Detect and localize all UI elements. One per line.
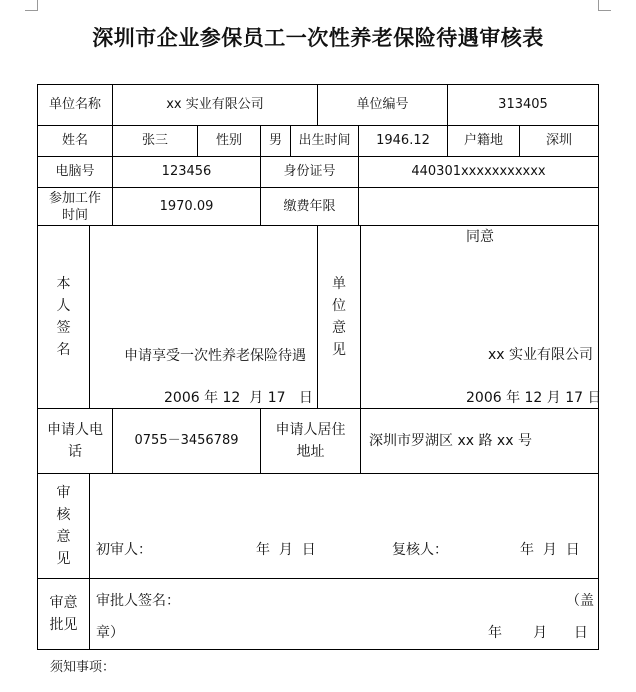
name-label: 姓名 — [37, 125, 113, 157]
self-sign-area[interactable] — [89, 225, 318, 409]
pay-years-label: 缴费年限 — [260, 187, 359, 226]
unit-opinion-area[interactable] — [360, 225, 599, 409]
applicant-address-label: 申请人居住地址 — [260, 408, 361, 474]
id-value[interactable]: 440301xxxxxxxxxxx — [358, 156, 599, 188]
unit-no-value[interactable]: 313405 — [447, 84, 599, 126]
hukou-value[interactable]: 深圳 — [519, 125, 599, 157]
computer-no-label: 电脑号 — [37, 156, 113, 188]
crop-mark-top-right — [598, 0, 611, 11]
work-start-value[interactable]: 1970.09 — [112, 187, 261, 226]
seal-note-close: 章） — [96, 625, 124, 641]
birth-value[interactable]: 1946.12 — [358, 125, 448, 157]
approval-date: 年 月 日 — [488, 625, 588, 641]
self-sign-label — [37, 225, 90, 409]
review-area[interactable] — [89, 473, 599, 579]
approval-label — [37, 578, 90, 650]
second-review-date: 年 月 日 — [520, 542, 580, 558]
applicant-phone-label: 申请人电话 — [37, 408, 113, 474]
unit-opinion-label-text: 单位意见 — [332, 276, 346, 358]
applicant-address-value[interactable]: 深圳市罗湖区 xx 路 xx 号 — [360, 408, 599, 474]
form-title: 深圳市企业参保员工一次性养老保险待遇审核表 — [92, 26, 544, 50]
unit-name-label: 单位名称 — [37, 84, 113, 126]
gender-label: 性别 — [197, 125, 261, 157]
self-date: 2006 年 12 月 17 日 — [164, 390, 313, 406]
review-label-text: 审核意见 — [56, 485, 71, 567]
birth-label: 出生时间 — [290, 125, 359, 157]
unit-seal-name: xx 实业有限公司 — [488, 347, 594, 363]
id-label: 身份证号 — [260, 156, 359, 188]
hukou-label: 户籍地 — [447, 125, 520, 157]
approver-sign-label: 审批人签名： — [96, 593, 180, 609]
applicant-phone-value[interactable]: 0755－3456789 — [112, 408, 261, 474]
seal-note-open: （盖 — [566, 593, 594, 609]
notes-label: 须知事项： — [50, 660, 116, 675]
unit-opinion-label — [317, 225, 361, 409]
name-value[interactable]: 张三 — [112, 125, 198, 157]
work-start-label: 参加工作时间 — [37, 187, 113, 226]
unit-name-value[interactable]: xx 实业有限公司 — [112, 84, 318, 126]
approval-label-text: 审意批见 — [49, 595, 78, 633]
unit-date: 2006 年 12 月 17 日 — [466, 390, 602, 406]
computer-no-value[interactable]: 123456 — [112, 156, 261, 188]
gender-value[interactable]: 男 — [260, 125, 291, 157]
crop-mark-top-left — [25, 0, 38, 11]
first-reviewer-label: 初审人： — [96, 542, 152, 558]
review-label — [37, 473, 90, 579]
unit-no-label: 单位编号 — [317, 84, 448, 126]
pay-years-value[interactable] — [358, 187, 599, 226]
self-statement: 申请享受一次性养老保险待遇 — [124, 348, 306, 364]
second-reviewer-label: 复核人： — [392, 542, 448, 558]
unit-opinion-text: 同意 — [466, 229, 494, 245]
self-sign-label-text: 本人签名 — [56, 276, 71, 358]
first-review-date: 年 月 日 — [256, 542, 316, 558]
